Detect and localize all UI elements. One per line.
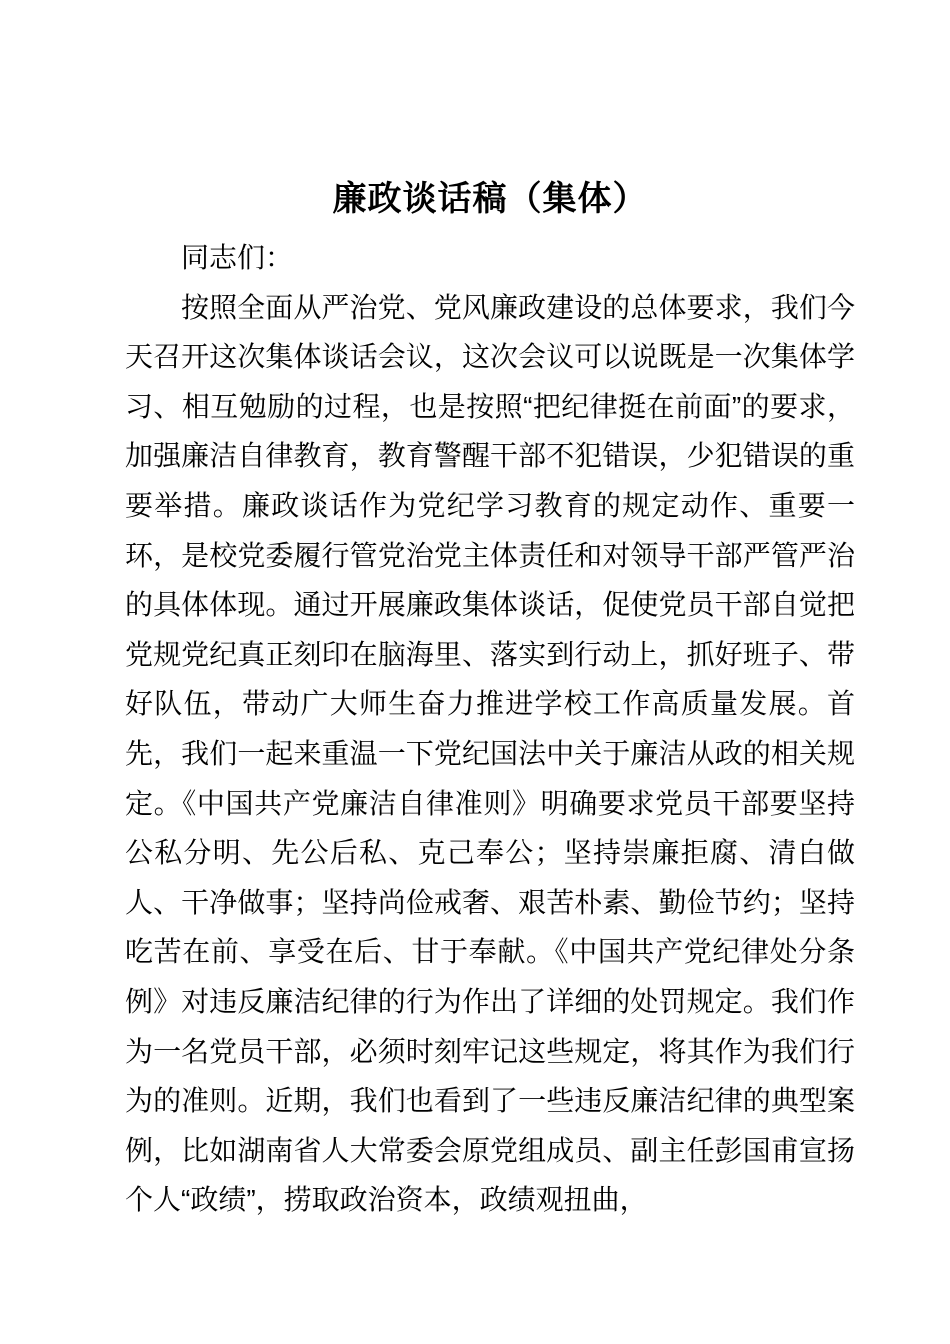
document-title: 廉政谈话稿（集体） — [332, 180, 648, 218]
salutation-paragraph: 同志们： — [181, 242, 294, 273]
body-paragraph: 按照全面从严治党、党风廉政建设的总体要求，我们今天召开这次集体谈话会议，这次会议可以说既是一次集体学习、相互勉励的过程，也是按照“把纪律挺在前面”的要求，加强廉洁自律教育，教育警醒干部不犯错误，少犯错误的重要举措。廉政谈话作为党纪学习教育的规定动作、重要一环，是校党委履行管党治党主体责任和对领导干部严管严治的具体体现。通过开展廉政集体谈话，促使党员干部自觉把党规党纪真正刻印在脑海里、落实到行动上，抓好班子、带好队伍，带动广大师生奋力推进学校工作高质量发展。首先，我们一起来重温一下党纪国法中关于廉洁从政的相关规定。《中国共产党廉洁自律准则》明确要求党员干部要坚持公私分明、先公后私、克己奉公；坚持崇廉拒腐、清白做人、干净做事；坚持尚俭戒奢、艰苦朴素、勤俭节约；坚持吃苦在前、享受在后、甘于奉献。《中国共产党纪律处分条例》对违反廉洁纪律的行为作出了详细的处罚规定。我们作为一名党员干部，必须时刻牢记这些规定，将其作为我们行为的准则。近期，我们也看到了一些违反廉洁纪律的典型案例，比如湖南省人大常委会原党组成员、副主任彭国甫宣扬个人“政绩”，捞取政治资本，政绩观扭曲， — [125, 291, 855, 1216]
